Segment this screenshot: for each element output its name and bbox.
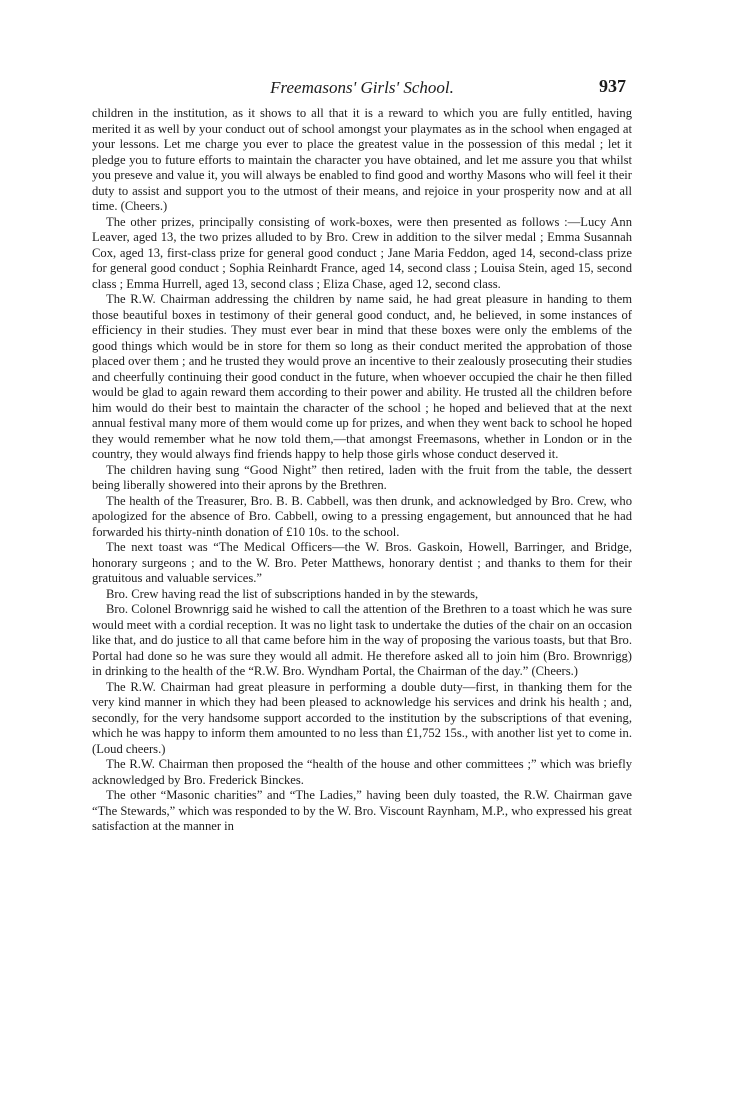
book-page bbox=[92, 76, 632, 1106]
running-title: Freemasons' Girls' School. bbox=[270, 78, 454, 97]
paragraph-stewards: The other “Masonic charities” and “The Ladies,” having been duly toasted, the R.W. Chairman gave “The Stewards,” which was responded to by the W. Bro. Viscount Raynham, M.P., who expressed his great satisfaction at the manner in bbox=[92, 788, 632, 833]
paragraph-medal-charge: children in the institution, as it shows to all that it is a reward to which you are fully entitled, having merited it as well by your conduct out of school amongst your playmates as in the school when engaged at your lessons. Let me charge you ever to place the greatest value in the possession of this medal ; let it pledge you to future efforts to maintain the character you have obtained, and let me assure you that whilst you preseve and value it, you will always be enabled to find good and worthy Masons who will feel it their duty to assist and support you to the utmost of their means, and rejoice in your prosperity now and at all time. (Cheers.) bbox=[92, 106, 632, 213]
page-number: 937 bbox=[599, 76, 626, 96]
paragraph-subscriptions: Bro. Crew having read the list of subscriptions handed in by the stewards, bbox=[106, 586, 479, 601]
paragraph-good-night: The children having sung “Good Night” then retired, laden with the fruit from the table, the dessert being liberally showered into their aprons by the Brethren. bbox=[92, 462, 632, 492]
paragraph-treasurer-health: The health of the Treasurer, Bro. B. B. Cabbell, was then drunk, and acknowledged by Bro. Crew, who apologized for the absence of Bro. Cabbell, owing to a pressing engagement, but announced that he had forwarded his thirty-ninth donation of £10 10s. to the school. bbox=[92, 493, 632, 539]
running-head bbox=[92, 76, 632, 106]
paragraph-medical-officers: The next toast was “The Medical Officers—the W. Bros. Gaskoin, Howell, Barringer, and Bridge, honorary surgeons ; and to the W. Bro. Peter Matthews, honorary dentist ; and thanks to them for their gratuitous and valuable services.” bbox=[92, 540, 632, 585]
paragraph-other-prizes: The other prizes, principally consisting of work-boxes, were then presented as follows :—Lucy Ann Leaver, aged 13, the two prizes alluded to by Bro. Crew in addition to the silver medal ; Emma Susannah Cox, aged 13, first-class prize for general good conduct ; Jane Maria Feddon, aged 14, second-class prize for general good conduct ; Sophia Reinhardt France, aged 14, second class ; Louisa Stein, aged 15, second class ; Emma Hurrell, aged 13, second class ; Eliza Chase, aged 12, second class. bbox=[92, 214, 632, 291]
body-text bbox=[92, 106, 632, 835]
paragraph-chairman-reply: The R.W. Chairman had great pleasure in performing a double duty—first, in thanking them for the very kind manner in which they had been pleased to acknowledge his services and drink his health ; and, secondly, for the very handsome support accorded to the institution by the subscriptions of that evening, which he was happy to inform them amounted to no less than £1,752 15s., with another list yet to come in. (Loud cheers.) bbox=[92, 679, 632, 756]
paragraph-brownrigg-toast: Bro. Colonel Brownrigg said he wished to call the attention of the Brethren to a toast which he was sure would meet with a cordial reception. It was no light task to undertake the duties of the chair on an occasion like that, and do justice to all that came before him in the way of proposing the various toasts, but that Bro. Portal had done so he was sure they would all admit. He therefore asked all to join him (Bro. Brownrigg) in drinking to the health of the “R.W. Bro. Wyndham Portal, the Chairman of the day.” (Cheers.) bbox=[92, 602, 632, 678]
paragraph-chairman-address: The R.W. Chairman addressing the children by name said, he had great pleasure in handing to them those beautiful boxes in testimony of their general good conduct, and, he believed, in some instances of efficiency in their studies. They must ever bear in mind that these boxes were only the emblems of the good things which would be in store for them so long as their conduct merited the approbation of those placed over them ; and he trusted they would prove an incentive to their zealously prosecuting their studies and cheerfully continuing their good conduct in the future, when whoever occupied the chair he then filled would be glad to again reward them according to their power and ability. He trusted all the children before him would do their best to maintain the character of the school ; he hoped and believed that at the next annual festival many more of them would come up for prizes, and when they went back to school he hoped they would remember what he now told them,—that amongst Freemasons, whether in London or in the country, they would always find friends happy to help those girls whose conduct deserved it. bbox=[92, 292, 632, 461]
paragraph-committees: The R.W. Chairman then proposed the “health of the house and other committees ;” which was briefly acknowledged by Bro. Frederick Binckes. bbox=[92, 757, 632, 787]
